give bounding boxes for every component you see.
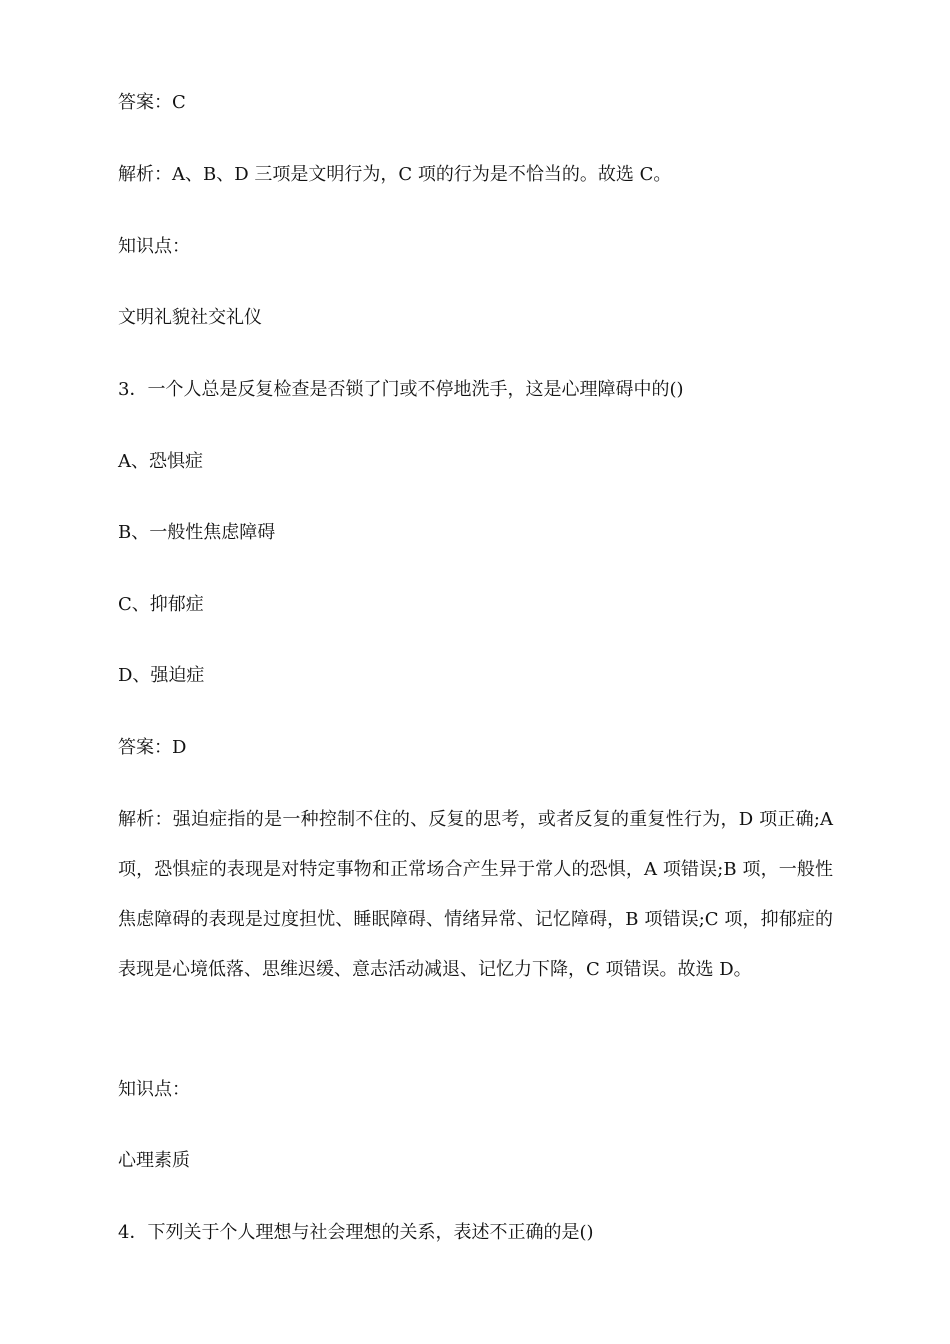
q3-answer: 答案：D — [118, 737, 187, 758]
q3-knowledge-point-value: 心理素质 — [118, 1150, 190, 1171]
q3-question: 3．一个人总是反复检查是否锁了门或不停地洗手，这是心理障碍中的() — [118, 379, 684, 400]
q3-analysis: 解析：强迫症指的是一种控制不住的、反复的思考，或者反复的重复性行为，D 项正确;A 项，恐惧症的表现是对特定事物和正常场合产生异于常人的恐惧，A 项错误;B 项，一般性焦虑障碍的表现是过度担忧、睡眠障碍、情绪异常、记忆障碍，B 项错误;C 项，抑郁症的表现是心境低落、思维迟缓、意志活动减退、记忆力下降，C 项错误。故选 D。 — [118, 809, 833, 980]
q3-option-c: C、抑郁症 — [118, 594, 204, 615]
q2-knowledge-point-label: 知识点： — [118, 236, 190, 257]
q2-answer: 答案：C — [118, 92, 186, 113]
q4-question: 4．下列关于个人理想与社会理想的关系，表述不正确的是() — [118, 1222, 594, 1243]
q2-analysis: 解析：A、B、D 三项是文明行为，C 项的行为是不恰当的。故选 C。 — [118, 164, 672, 185]
q3-option-b: B、一般性焦虑障碍 — [118, 522, 276, 543]
q2-knowledge-point-value: 文明礼貌社交礼仪 — [118, 307, 262, 328]
q3-knowledge-point-label: 知识点： — [118, 1079, 190, 1100]
q3-option-a: A、恐惧症 — [118, 451, 203, 472]
q3-option-d: D、强迫症 — [118, 665, 205, 686]
